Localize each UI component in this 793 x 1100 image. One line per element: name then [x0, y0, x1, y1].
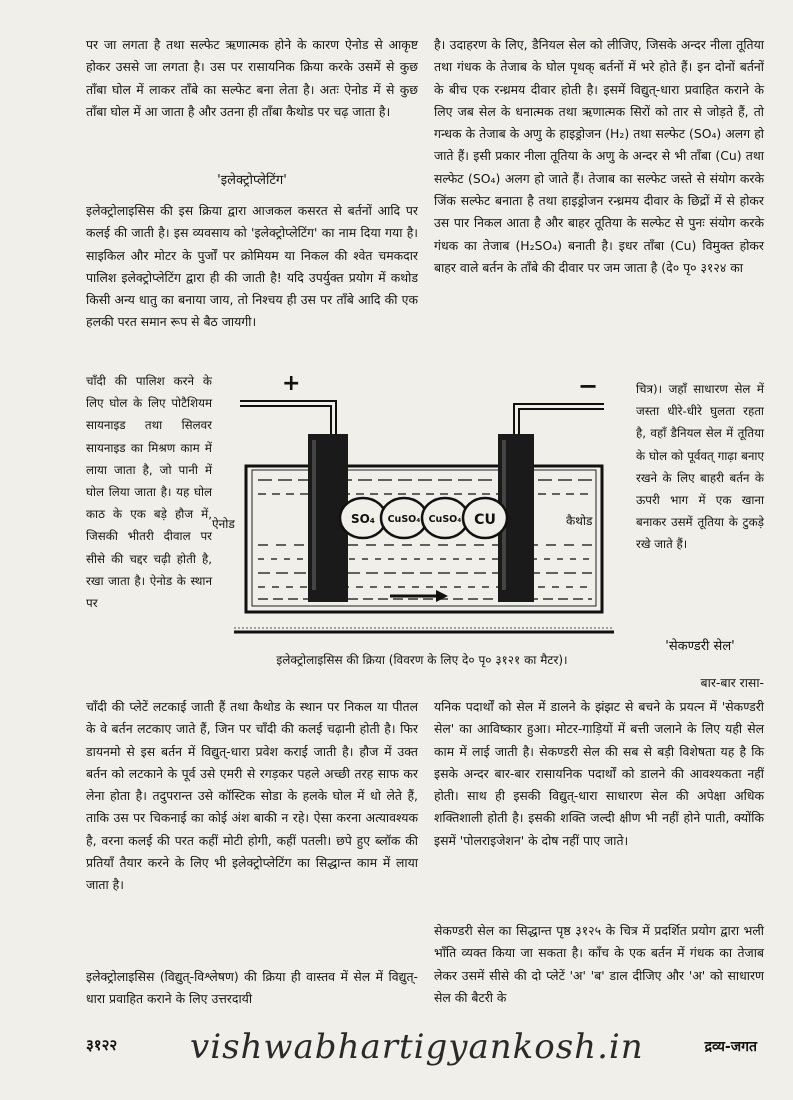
ion-cu: CU: [474, 512, 496, 528]
wire-left-icon: [240, 401, 336, 434]
ion-cuso4-2: CuSO₄: [428, 514, 462, 525]
right-side-text: चित्र)। जहाँ साधारण सेल में जस्ता धीरे-धीरे घुलता रहता है, वहाँ डैनियल सेल में तूतिया के घोल को पूर्ववत् गाढ़ा बनाए रखने के लिए बाहरी बर्तन के ऊपरी भाग में एक खाना बनाकर उसमें तूतिया के टुकड़े रखे जाते हैं।: [636, 382, 764, 552]
right-run-in: बार-बार रासा-: [700, 675, 764, 690]
right-para-1: है। उदाहरण के लिए, डैनियल सेल को लीजिए, जिसके अन्दर नीला तूतिया तथा गंधक के तेजाब के घोल पृथक् बर्तनों में भरे होते हैं। इन दोनों बर्तनों के बीच एक रन्ध्रमय दीवार होती है। इसमें विद्युत्-धारा प्रवाहित कराने के लिए जब सेल के धनात्मक तथा ऋणात्मक सिरों को तार से जोड़ते हैं, तो गन्धक के तेजाब के अणु के हाइड्रोजन (H₂) तथा सल्फेट (SO₄) अलग हो जाते हैं। इसी प्रकार नीला तूतिया के अणु के अन्दर से भी ताँबा (Cu) तथा सल्फेट (SO₄) अलग हो जाते हैं। तेजाब का सल्फेट जस्ते से संयोग करके जिंक सल्फेट बनाता है तथा हाइड्रोजन रन्ध्रमय दीवार के छिद्रों में से होकर उस पार निकल आता है और बाहर तूतिया के सल्फेट से पुनः संयोग करके गंधक का तेजाब (H₂SO₄) बनाती है। इधर ताँबा (Cu) विमुक्त होकर बाहर वाले बर्तन के ताँबे की दीवार पर जम जाता है (दे० पृ० ३१२४ का: [434, 37, 764, 275]
right-para-3: सेकण्डरी सेल का सिद्धान्त पृष्ठ ३१२५ के चित्र में प्रदर्शित प्रयोग द्वारा भली भाँति व्यक्त किया जा सकता है। काँच के एक बर्तन में गंधक का तेजाब लेकर उसमें सीसे की दो प्लेटें 'अ' 'ब' डाल दीजिए और 'अ' को साधारण सेल की बैटरी के: [434, 923, 764, 1005]
left-side-text: चाँदी की पालिश करने के लिए घोल के लिए पोटैशियम सायनाइड तथा सिलवर सायनाइड का मिश्रण काम में लाया जाता है, जो पानी में घोल लिया जाता है। यह घोल काठ के एक बड़े हौज में, जिसकी भीतरी दीवाल पर सीसे की चद्दर चढ़ी होती है, रखा जाता है। ऐनोड के स्थान पर: [86, 374, 212, 611]
right-para-2: यनिक पदार्थों को सेल में डालने के झंझट से बचने के प्रयत्न में 'सेकण्डरी सेल' का आविष्कार हुआ। मोटर-गाड़ियों में बत्ती जलाने के लिए यही सेल काम में लाई जाती है। सेकण्डरी सेल की सब से बड़ी विशेषता यह है कि इसके अन्दर बार-बार रासायनिक पदार्थों को डालने की आवश्यकता नहीं होती। साथ ही इसकी विद्युत्-धारा साधारण सेल की अपेक्षा अधिक शक्तिशाली होती है। इसकी शक्ति जल्दी क्षीण भी नहीं होने पाती, क्योंकि इसमें 'पोलराइजेशन' के दोष नहीं पाए जाते।: [434, 699, 764, 848]
left-para-2: इलेक्ट्रोलाइसिस की इस क्रिया द्वारा आजकल कसरत से बर्तनों आदि पर कलई की जाती है। इस व्यवसाय को 'इलेक्ट्रोप्लेटिंग' का नाम दिया गया है। साइकिल और मोटर के पुर्जों पर क्रोमियम या निकल की श्वेत चमकदार पालिश इलेक्ट्रोप्लेटिंग द्वारा ही की जाती है! यदि उपर्युक्त प्रयोग में कथोड किसी अन्य धातु का बनाया जाय, तो निश्चय ही उस पर ताँबे आदि की एक हलकी परत समान रूप से बैठ जायगी।: [86, 203, 418, 330]
ion-so4: SO₄: [350, 512, 376, 526]
left-para-1: पर जा लगता है तथा सल्फेट ऋणात्मक होने के कारण ऐनोड से आकृष्ट होकर उससे जा लगता है। उस पर रासायनिक क्रिया करके उसमें से कुछ ताँबा घोल में लाकर ताँबे का सल्फेट बना लेता है। अतः ऐनोड में से कुछ ताँबा घोल में आ जाता है और उतना ही ताँबा कैथोड पर चढ़ जाता है।: [86, 37, 418, 119]
running-title: द्रव्य-जगत: [704, 1039, 757, 1055]
heading-electroplating: 'इलेक्ट्रोप्लेटिंग': [217, 173, 287, 188]
watermark: vishwabhartigyankosh.in: [190, 1027, 644, 1067]
page-number: ३१२२: [86, 1036, 118, 1054]
current-arrow-icon: [390, 590, 448, 602]
tank-icon: [234, 466, 614, 632]
cathode-label: कैथोड: [566, 514, 593, 528]
left-para-4: इलेक्ट्रोलाइसिस (विद्युत्-विश्लेषण) की क्रिया ही वास्तव में सेल में विद्युत्-धारा प्रवाहित कराने के लिए उत्तरदायी: [86, 969, 418, 1007]
figure-caption: इलेक्ट्रोलाइसिस की क्रिया (विवरण के लिए दे० पृ० ३१२१ का मैटर)।: [276, 653, 568, 667]
ion-cuso4-1: CuSO₄: [387, 514, 421, 525]
heading-secondary-cell: 'सेकण्डरी सेल': [665, 639, 735, 654]
left-para-3: चाँदी की प्लेटें लटकाई जाती हैं तथा कैथोड के स्थान पर निकल या पीतल के वे बर्तन लटकाए जाते हैं, जिन पर चाँदी की कलई चढ़ानी होती है। फिर डायनमो से इस बर्तन में विद्युत्-धारा प्रवेश कराई जाती है। हौज में उक्त बर्तन को लटकाने के पूर्व उसे एमरी से रगड़कर पहले अच्छी तरह साफ कर लेना होता है। तदुपरान्त उसे कॉस्टिक सोडा के हलके घोल में धो लेते हैं, ताकि उस पर चिकनाई का कोई अंश बाकी न रहे। ऐसा करना अत्यावश्यक है, वरना कलई की परत कहीं मोटी होगी, कहीं पतली। छपे हुए ब्लॉक की प्रतियाँ तैयार करने के लिए भी इलेक्ट्रोप्लेटिंग का सिद्धान्त काम में लाया जाता है।: [86, 699, 418, 893]
page-footer: [0, 1027, 793, 1067]
plus-sign: +: [282, 371, 301, 396]
anode-label: ऐनोड: [212, 517, 235, 531]
wire-right-icon: [514, 404, 604, 434]
electrolysis-figure: [212, 370, 632, 670]
minus-sign: −: [578, 372, 599, 400]
